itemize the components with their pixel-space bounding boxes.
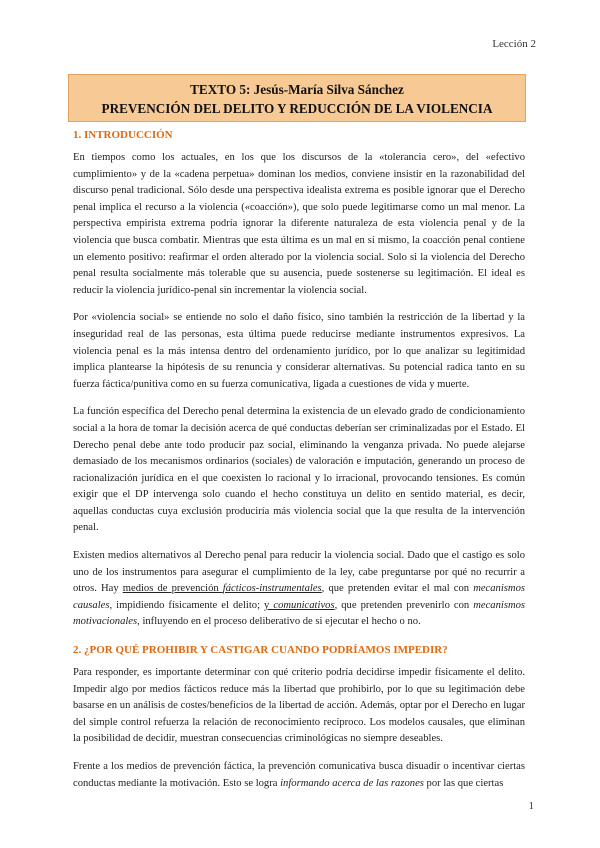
italic-text: informando acerca de las razones — [280, 777, 424, 789]
italic-text: mecanismos motivacionales — [73, 599, 526, 628]
lesson-label: Lección 2 — [492, 38, 536, 50]
text-run: por las que ciertas — [423, 777, 504, 789]
paragraph: En tiempos como los actuales, en los que los discursos de la «tolerancia cero», del «efectivo cumplimiento» y de la «cadena perpetua» dominan los medios, conviene insistir en la razonabilidad del discurso penal tradicional. Sólo desde una perspectiva idealista extrema es posible ignorar que el Derecho penal implica el recurso a la violencia («coacción»), que solo puede legitimarse como un mal menor. La perspectiva empirista extrema podría ignorar la diferente naturaleza de esta violencia penal y de la violencia que busca combatir. Mientras que esta última es un mal en sí mismo, la coacción penal contiene un elemento positivo: reafirmar el orden alterado por la violencia social. Solo si la violencia del Derecho penal resulta socialmente más tolerable que su ausencia, puede sostenerse su legitimación. El ideal es reducir la violencia jurídico-penal sin incrementar la violencia social. — [73, 152, 525, 296]
paragraph: Para responder, es importante determinar con qué criterio podría decidirse impedir físicamente el delito. Impedir algo por medios fácticos reduce más la libertad que prohibirlo, por lo que su legitimación debe basarse en un análisis de costes/beneficios de la libertad de acción. Además, optar por el Derecho en lugar del simple control refuerza la relación de reconocimiento recíproco. Los modelos causales, que eliminan la posibilidad de decidir, muestran consecuencias criminológicas no siempre deseables. — [73, 667, 525, 745]
underlined-text: medios de prevención — [122, 583, 223, 595]
underlined-italic-text: fácticos-instrumentales — [222, 583, 322, 595]
document-body — [73, 127, 525, 803]
text-run: , impidiendo físicamente el delito; — [109, 599, 265, 611]
paragraph — [73, 548, 525, 631]
paragraph: Por «violencia social» se entiende no solo el daño físico, sino también la restricción de la libertad y la inseguridad real de las personas, esta última puede reducirse mediante instrumentos expresivos. La violencia penal es la más intensa dentro del ordenamiento jurídico, por lo que analizar su legitimidad implica plantearse la hipótesis de su renuncia y considerar alternativas. Su potencial radica tanto en su fuerza fáctica/punitiva como en su fuerza comunicativa, ligada a cuestiones de vida y muerte. — [73, 312, 525, 390]
page-number: 1 — [528, 800, 534, 812]
title-topic: PREVENCIÓN DEL DELITO Y REDUCCIÓN DE LA VIOLENCIA — [101, 101, 493, 116]
italic-text: mecanismos causales — [73, 583, 525, 611]
underlined-text: y — [264, 599, 274, 611]
text-run: , que pretenden evitar el mal con — [321, 583, 474, 595]
text-run: , que pretenden prevenirlo con — [334, 599, 474, 611]
text-run: Existen medios alternativos al Derecho penal para reducir la violencia social. Dado que el castigo es solo uno de los instrumentos para asegurar el cumplimiento de la ley, cabe preguntarse por qué no recurrir a otros. Hay — [73, 550, 525, 595]
section-heading-introduccion: 1. INTRODUCCIÓN — [73, 129, 173, 141]
section-heading-por-que-prohibir: 2. ¿POR QUÉ PROHIBIR Y CASTIGAR CUANDO PODRÍAMOS IMPEDIR? — [73, 644, 448, 657]
title-author: TEXTO 5: Jesús-María Silva Sánchez — [190, 82, 404, 97]
title-box — [68, 74, 526, 122]
paragraph — [73, 759, 525, 792]
text-run: Frente a los medios de prevención fáctica, la prevención comunicativa busca disuadir o incentivar ciertas conductas mediante la motivación. Esto se logra — [73, 761, 525, 789]
text-run: , influyendo en el proceso deliberativo de si ejecutar el hecho o no. — [137, 616, 421, 628]
paragraph: La función específica del Derecho penal determina la existencia de un elevado grado de condicionamiento social a la hora de tomar la decisión acerca de qué conductas deberían ser criminalizadas por el Estado. El Derecho penal debe ante todo producir paz social, eliminando la venganza privada. No puede alejarse demasiado de los mecanismos ordinarios (sociales) de valoración e imputación, generando un proceso de racionalización jurídica en el que coexisten lo racional y lo irracional, provocando tensiones. Es común exigir que el DP intervenga solo cuando el hecho constituya un delito en sentido material, es decir, aquellas conductas cuya exclusión produciría más violencia social que la que resulta de la intervención penal. — [73, 406, 525, 534]
underlined-italic-text: comunicativos — [273, 599, 335, 611]
